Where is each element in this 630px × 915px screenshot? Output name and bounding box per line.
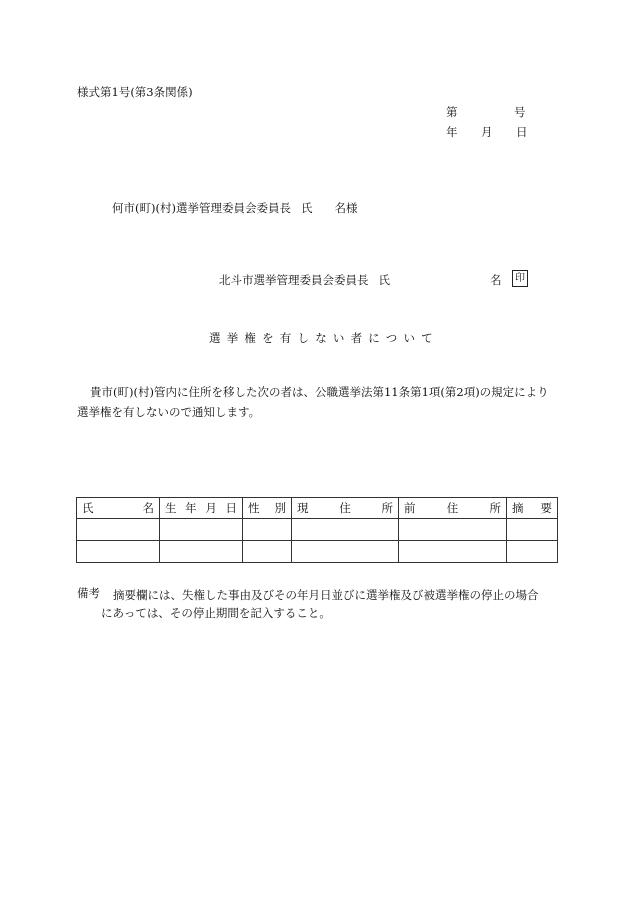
table-cell[interactable] xyxy=(399,519,507,541)
header-birthdate-c3: 月 xyxy=(205,501,217,515)
header-birthdate-text xyxy=(165,500,237,516)
table-row xyxy=(77,519,558,541)
header-current-address xyxy=(292,498,399,519)
body-text: 貴市(町)(村)管内に住所を移した次の者は、公職選挙法第11条第1項(第2項)の規定により選挙権を有しないので通知します。 xyxy=(77,385,549,419)
header-current-address-text xyxy=(297,500,393,516)
header-name-char2: 名 xyxy=(142,501,154,515)
table-cell[interactable] xyxy=(292,519,399,541)
date-day-label: 日 xyxy=(516,125,528,139)
sender-title: 北斗市選挙管理委員会委員長 xyxy=(219,273,369,287)
sender-name-part1: 氏 xyxy=(378,273,390,287)
header-birthdate-c1: 生 xyxy=(165,501,177,515)
header-gender xyxy=(243,498,292,519)
table-cell[interactable] xyxy=(160,519,243,541)
addressee-name-part1: 氏 xyxy=(300,201,313,215)
header-name xyxy=(77,498,160,519)
header-current-address-c1: 現 xyxy=(297,501,309,515)
table-header-row xyxy=(77,498,558,519)
header-birthdate xyxy=(160,498,243,519)
remarks-line2: にあっては、その停止期間を記入すること。 xyxy=(101,606,331,620)
header-current-address-c2: 住 xyxy=(339,501,351,515)
header-current-address-c3: 所 xyxy=(381,501,393,515)
table-cell[interactable] xyxy=(160,541,243,563)
header-gender-text xyxy=(248,500,286,516)
date-month-label: 月 xyxy=(481,125,493,139)
header-remarks-text xyxy=(512,500,552,516)
table-row xyxy=(77,541,558,563)
table-cell[interactable] xyxy=(77,541,160,563)
table-cell[interactable] xyxy=(77,519,160,541)
document-number-label: 第 xyxy=(446,105,458,119)
header-name-text xyxy=(82,500,154,516)
header-previous-address-text xyxy=(404,500,501,516)
sender xyxy=(219,272,390,288)
header-remarks xyxy=(507,498,558,519)
remarks-label: 備考 xyxy=(77,586,100,600)
table-cell[interactable] xyxy=(399,541,507,563)
form-number: 様式第1号(第3条関係) xyxy=(77,85,193,99)
header-remarks-c2: 要 xyxy=(540,501,552,515)
header-previous-address xyxy=(399,498,507,519)
table-cell[interactable] xyxy=(292,541,399,563)
remarks-line1: 摘要欄には、失権した事由及びその年月日並びに選挙権及び被選挙権の停止の場合 xyxy=(113,588,539,602)
header-previous-address-c3: 所 xyxy=(489,501,501,515)
document-subject: 選挙権を有しない者について xyxy=(209,331,439,345)
table-cell[interactable] xyxy=(507,519,558,541)
addressee-name-part2: 名様 xyxy=(334,201,358,215)
document-number-suffix: 号 xyxy=(514,105,526,119)
sender-name-part2: 名 xyxy=(490,273,502,287)
header-gender-c2: 別 xyxy=(274,501,286,515)
addressee xyxy=(112,200,357,216)
header-birthdate-c2: 年 xyxy=(185,501,197,515)
date-line xyxy=(446,124,528,140)
header-previous-address-c2: 住 xyxy=(446,501,459,515)
header-previous-address-c1: 前 xyxy=(404,501,416,515)
header-gender-c1: 性 xyxy=(248,501,260,515)
seal-stamp-box: 印 xyxy=(512,270,528,287)
addressee-title: 何市(町)(村)選挙管理委員会委員長 xyxy=(112,201,291,215)
table-cell[interactable] xyxy=(507,541,558,563)
header-remarks-c1: 摘 xyxy=(512,501,524,515)
header-name-char1: 氏 xyxy=(82,501,94,515)
records-table xyxy=(76,497,558,563)
header-birthdate-c4: 日 xyxy=(225,501,237,515)
table-cell[interactable] xyxy=(243,519,292,541)
date-year-label: 年 xyxy=(446,125,458,139)
table-cell[interactable] xyxy=(243,541,292,563)
